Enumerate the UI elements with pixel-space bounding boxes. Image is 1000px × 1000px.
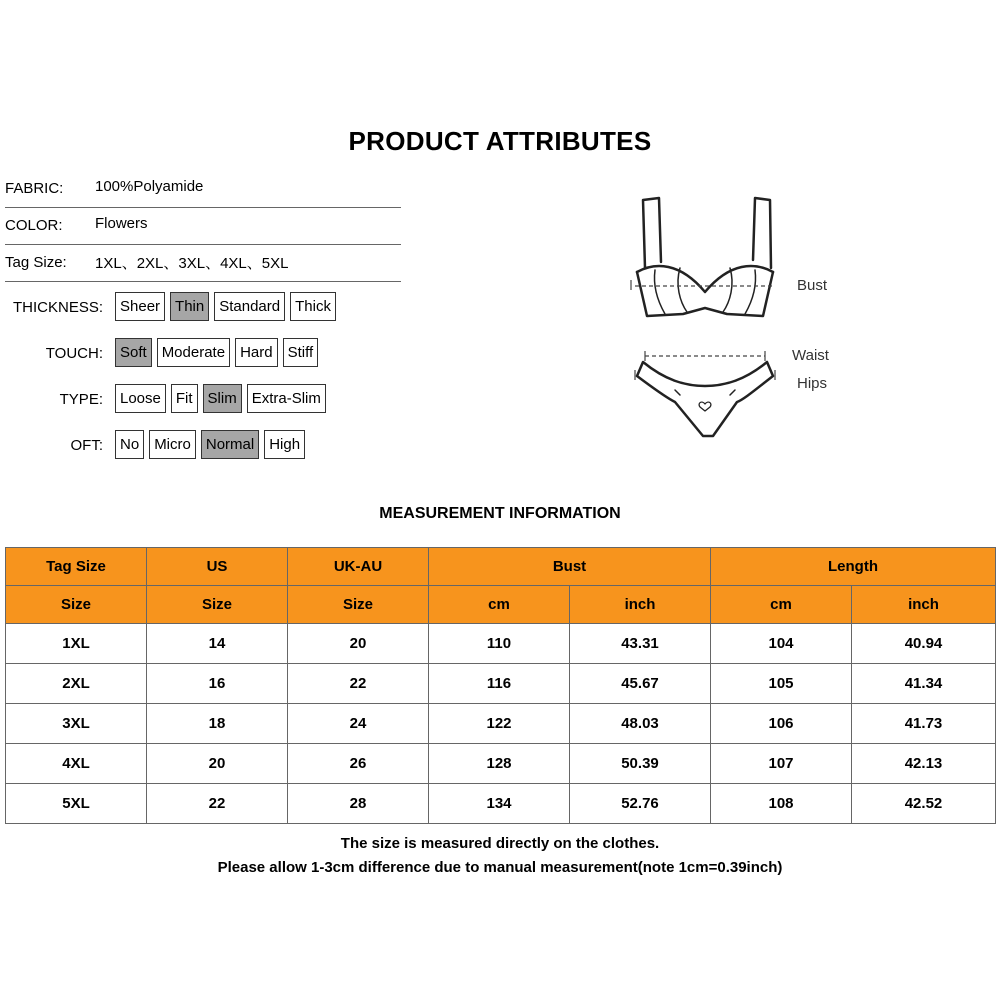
table-cell: 5XL xyxy=(6,784,147,824)
table-row xyxy=(6,744,996,784)
table-cell: 41.34 xyxy=(852,664,996,704)
measurement-table xyxy=(5,547,996,824)
option-extra-slim[interactable]: Extra-Slim xyxy=(247,384,326,413)
table-cell: 22 xyxy=(147,784,288,824)
option-label: TYPE: xyxy=(59,391,103,408)
option-label: TOUCH: xyxy=(45,345,103,362)
table-row xyxy=(6,784,996,824)
header-cell: US xyxy=(147,548,288,586)
option-sheer[interactable]: Sheer xyxy=(115,292,165,321)
attr-row-color xyxy=(5,207,401,245)
hips-label: Hips xyxy=(797,375,828,392)
table-cell: 110 xyxy=(429,624,570,664)
table-cell: 107 xyxy=(711,744,852,784)
subheader-cell: cm xyxy=(429,586,570,624)
option-label: OFT: xyxy=(70,437,103,454)
subheader-cell: Size xyxy=(288,586,429,624)
table-cell: 18 xyxy=(147,704,288,744)
option-fit[interactable]: Fit xyxy=(171,384,198,413)
subheader-cell: Size xyxy=(147,586,288,624)
bust-label: Bust xyxy=(797,277,828,294)
option-loose[interactable]: Loose xyxy=(115,384,166,413)
table-cell: 41.73 xyxy=(852,704,996,744)
attr-value: 100%Polyamide xyxy=(95,178,204,195)
option-standard[interactable]: Standard xyxy=(214,292,285,321)
attr-value: 1XL、2XL、3XL、4XL、5XL xyxy=(95,255,289,272)
table-cell: 45.67 xyxy=(570,664,711,704)
table-cell: 105 xyxy=(711,664,852,704)
subheader-cell: inch xyxy=(570,586,711,624)
option-hard[interactable]: Hard xyxy=(235,338,278,367)
table-row xyxy=(6,664,996,704)
option-thin[interactable]: Thin xyxy=(170,292,209,321)
table-cell: 48.03 xyxy=(570,704,711,744)
header-cell: Bust xyxy=(429,548,711,586)
table-cell: 28 xyxy=(288,784,429,824)
table-cell: 50.39 xyxy=(570,744,711,784)
garment-measurement-diagram xyxy=(625,190,845,450)
attr-row-fabric xyxy=(5,170,401,208)
option-label: THICKNESS: xyxy=(12,299,103,316)
table-cell: 116 xyxy=(429,664,570,704)
attr-row-tag-size xyxy=(5,244,401,282)
table-cell: 20 xyxy=(288,624,429,664)
table-cell: 40.94 xyxy=(852,624,996,664)
table-cell: 134 xyxy=(429,784,570,824)
table-cell: 14 xyxy=(147,624,288,664)
option-moderate[interactable]: Moderate xyxy=(157,338,230,367)
header-cell: UK-AU xyxy=(288,548,429,586)
note-difference: Please allow 1-3cm difference due to manual measurement(note 1cm=0.39inch) xyxy=(217,859,783,876)
option-high[interactable]: High xyxy=(264,430,305,459)
measurement-title: MEASUREMENT INFORMATION xyxy=(379,505,621,522)
table-cell: 52.76 xyxy=(570,784,711,824)
bra-outline-icon xyxy=(637,198,773,316)
header-cell: Tag Size xyxy=(6,548,147,586)
table-cell: 16 xyxy=(147,664,288,704)
table-cell: 122 xyxy=(429,704,570,744)
brief-outline-icon xyxy=(637,362,773,436)
table-cell: 1XL xyxy=(6,624,147,664)
option-thick[interactable]: Thick xyxy=(290,292,336,321)
table-cell: 128 xyxy=(429,744,570,784)
table-subheader-row xyxy=(6,586,996,624)
table-cell: 4XL xyxy=(6,744,147,784)
attr-value: Flowers xyxy=(95,215,148,232)
note-measured: The size is measured directly on the clothes. xyxy=(340,835,660,852)
option-normal[interactable]: Normal xyxy=(201,430,259,459)
attr-label: COLOR: xyxy=(5,217,63,234)
table-cell: 2XL xyxy=(6,664,147,704)
option-soft[interactable]: Soft xyxy=(115,338,152,367)
waist-label: Waist xyxy=(792,347,829,364)
table-cell: 43.31 xyxy=(570,624,711,664)
table-cell: 3XL xyxy=(6,704,147,744)
table-cell: 108 xyxy=(711,784,852,824)
subheader-cell: cm xyxy=(711,586,852,624)
option-micro[interactable]: Micro xyxy=(149,430,196,459)
option-slim[interactable]: Slim xyxy=(203,384,242,413)
option-no[interactable]: No xyxy=(115,430,144,459)
table-cell: 106 xyxy=(711,704,852,744)
table-row xyxy=(6,624,996,664)
attr-label: FABRIC: xyxy=(5,180,64,197)
table-cell: 22 xyxy=(288,664,429,704)
table-header-row xyxy=(6,548,996,586)
page-title: PRODUCT ATTRIBUTES xyxy=(348,126,652,156)
option-stiff[interactable]: Stiff xyxy=(283,338,319,367)
table-cell: 42.52 xyxy=(852,784,996,824)
subheader-cell: Size xyxy=(6,586,147,624)
table-cell: 104 xyxy=(711,624,852,664)
table-cell: 26 xyxy=(288,744,429,784)
table-row xyxy=(6,704,996,744)
header-cell: Length xyxy=(711,548,996,586)
table-cell: 20 xyxy=(147,744,288,784)
table-cell: 42.13 xyxy=(852,744,996,784)
attr-label: Tag Size: xyxy=(5,254,67,271)
table-cell: 24 xyxy=(288,704,429,744)
subheader-cell: inch xyxy=(852,586,996,624)
